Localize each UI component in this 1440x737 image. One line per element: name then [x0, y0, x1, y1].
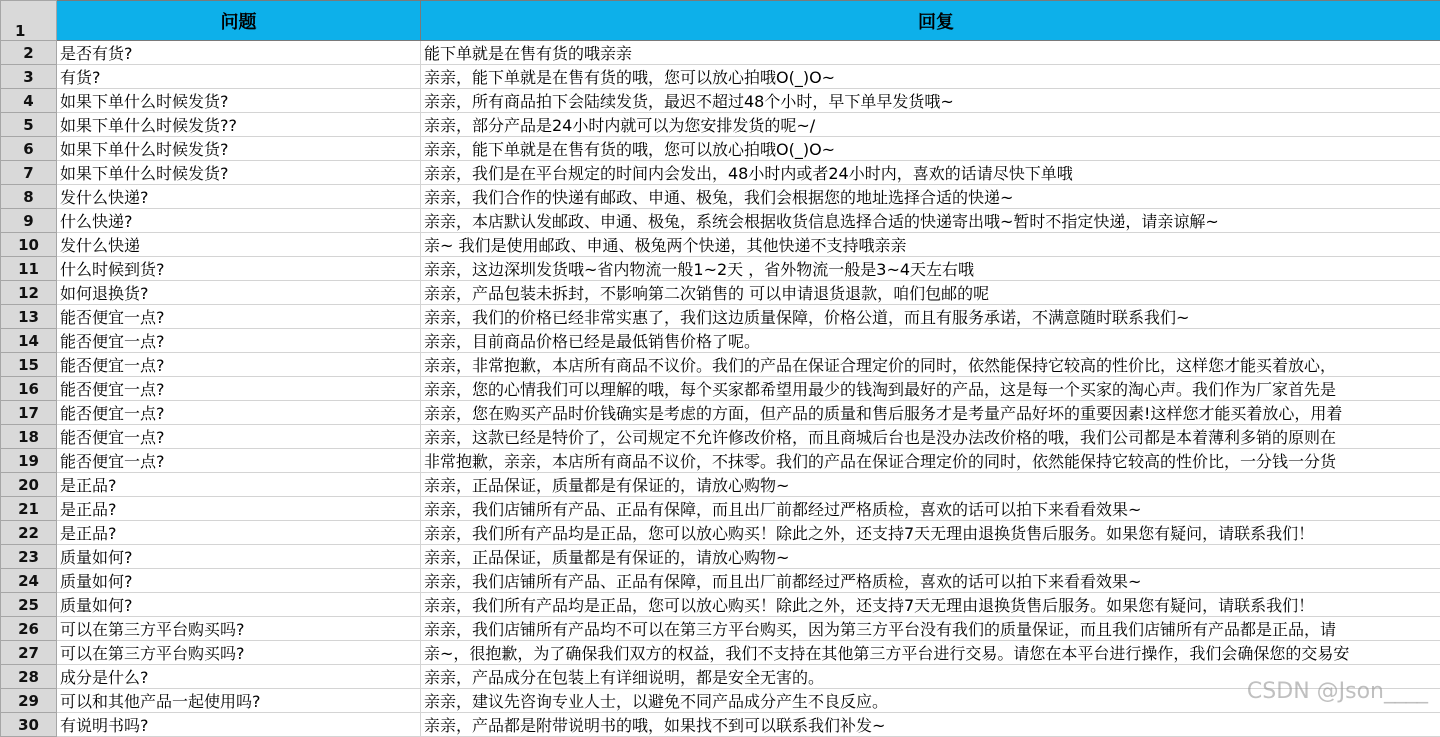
table-row[interactable] — [1, 209, 1440, 233]
table-row[interactable] — [1, 569, 1440, 593]
row-number[interactable]: 28 — [1, 665, 57, 689]
reply-cell[interactable]: 亲~，很抱歉，为了确保我们双方的权益，我们不支持在其他第三方平台进行交易。请您在本平台进行操作，我们会确保您的交易安 — [421, 641, 1440, 665]
table-row[interactable] — [1, 113, 1440, 137]
row-number[interactable]: 6 — [1, 137, 57, 161]
row-number[interactable]: 30 — [1, 713, 57, 737]
row-number[interactable]: 10 — [1, 233, 57, 257]
table-row[interactable] — [1, 593, 1440, 617]
table-row[interactable] — [1, 305, 1440, 329]
table-row[interactable] — [1, 689, 1440, 713]
reply-cell[interactable]: 亲亲，本店默认发邮政、申通、极兔，系统会根据收货信息选择合适的快递寄出哦~暂时不指定快递，请亲谅解~ — [421, 209, 1440, 233]
table-row[interactable] — [1, 521, 1440, 545]
question-cell[interactable]: 有说明书吗? — [57, 713, 421, 737]
row-number[interactable]: 8 — [1, 185, 57, 209]
row-number[interactable]: 17 — [1, 401, 57, 425]
table-row[interactable] — [1, 545, 1440, 569]
table-row[interactable] — [1, 257, 1440, 281]
reply-cell[interactable]: 亲亲，我们是在平台规定的时间内会发出，48小时内或者24小时内，喜欢的话请尽快下单哦 — [421, 161, 1440, 185]
reply-cell[interactable]: 亲亲，这款已经是特价了，公司规定不允许修改价格，而且商城后台也是没办法改价格的哦，我们公司都是本着薄利多销的原则在 — [421, 425, 1440, 449]
question-cell[interactable]: 如果下单什么时候发货? — [57, 137, 421, 161]
reply-cell[interactable]: 亲亲，您的心情我们可以理解的哦，每个买家都希望用最少的钱淘到最好的产品，这是每一个买家的淘心声。我们作为厂家首先是 — [421, 377, 1440, 401]
table-row[interactable] — [1, 617, 1440, 641]
question-cell[interactable]: 是否有货? — [57, 41, 421, 65]
reply-cell[interactable]: 亲亲，我们店铺所有产品、正品有保障，而且出厂前都经过严格质检，喜欢的话可以拍下来看看效果~ — [421, 569, 1440, 593]
reply-cell[interactable]: 亲亲，这边深圳发货哦~省内物流一般1~2天 ，省外物流一般是3~4天左右哦 — [421, 257, 1440, 281]
row-number[interactable]: 21 — [1, 497, 57, 521]
reply-cell[interactable]: 亲亲，部分产品是24小时内就可以为您安排发货的呢~/ — [421, 113, 1440, 137]
row-number[interactable]: 25 — [1, 593, 57, 617]
question-cell[interactable]: 可以在第三方平台购买吗? — [57, 617, 421, 641]
table-row[interactable] — [1, 233, 1440, 257]
question-cell[interactable]: 质量如何? — [57, 545, 421, 569]
question-cell[interactable]: 质量如何? — [57, 569, 421, 593]
question-cell[interactable]: 能否便宜一点? — [57, 353, 421, 377]
question-cell[interactable]: 有货? — [57, 65, 421, 89]
row-number[interactable]: 2 — [1, 41, 57, 65]
reply-cell[interactable]: 亲亲，产品成分在包装上有详细说明，都是安全无害的。 — [421, 665, 1440, 689]
table-row[interactable] — [1, 65, 1440, 89]
reply-cell[interactable]: 亲~ 我们是使用邮政、申通、极兔两个快递，其他快递不支持哦亲亲 — [421, 233, 1440, 257]
row-number[interactable]: 24 — [1, 569, 57, 593]
row-number[interactable]: 19 — [1, 449, 57, 473]
reply-cell[interactable]: 亲亲，正品保证，质量都是有保证的，请放心购物~ — [421, 545, 1440, 569]
row-number[interactable]: 12 — [1, 281, 57, 305]
reply-cell[interactable]: 亲亲，建议先咨询专业人士，以避免不同产品成分产生不良反应。 — [421, 689, 1440, 713]
column-header-question[interactable]: 问题 — [57, 1, 421, 41]
table-row[interactable] — [1, 41, 1440, 65]
row-number-header[interactable]: 1 — [1, 1, 57, 41]
table-row[interactable] — [1, 641, 1440, 665]
reply-cell[interactable]: 非常抱歉，亲亲，本店所有商品不议价，不抹零。我们的产品在保证合理定价的同时，依然能保持它较高的性价比，一分钱一分货 — [421, 449, 1440, 473]
reply-cell[interactable]: 亲亲，我们所有产品均是正品，您可以放心购买！除此之外，还支持7天无理由退换货售后服务。如果您有疑问，请联系我们！ — [421, 593, 1440, 617]
question-cell[interactable]: 什么时候到货? — [57, 257, 421, 281]
reply-cell[interactable]: 亲亲，非常抱歉，本店所有商品不议价。我们的产品在保证合理定价的同时，依然能保持它较高的性价比，这样您才能买着放心， — [421, 353, 1440, 377]
reply-cell[interactable]: 亲亲，能下单就是在售有货的哦，您可以放心拍哦O(_)O~ — [421, 137, 1440, 161]
csdn-watermark: CSDN @Json____ — [1247, 679, 1428, 704]
question-cell[interactable]: 是正品? — [57, 497, 421, 521]
question-cell[interactable]: 如果下单什么时候发货? — [57, 161, 421, 185]
question-cell[interactable]: 如果下单什么时候发货?? — [57, 113, 421, 137]
row-number[interactable]: 22 — [1, 521, 57, 545]
table-row[interactable] — [1, 713, 1440, 737]
reply-cell[interactable]: 亲亲，我们店铺所有产品均不可以在第三方平台购买，因为第三方平台没有我们的质量保证，而且我们店铺所有产品都是正品，请 — [421, 617, 1440, 641]
table-row[interactable] — [1, 665, 1440, 689]
table-row[interactable] — [1, 89, 1440, 113]
question-cell[interactable]: 能否便宜一点? — [57, 401, 421, 425]
reply-cell[interactable]: 亲亲，我们所有产品均是正品，您可以放心购买！除此之外，还支持7天无理由退换货售后服务。如果您有疑问，请联系我们！ — [421, 521, 1440, 545]
question-cell[interactable]: 可以和其他产品一起使用吗? — [57, 689, 421, 713]
question-cell[interactable]: 能否便宜一点? — [57, 377, 421, 401]
reply-cell[interactable]: 亲亲，我们店铺所有产品、正品有保障，而且出厂前都经过严格质检，喜欢的话可以拍下来看看效果~ — [421, 497, 1440, 521]
question-cell[interactable]: 能否便宜一点? — [57, 305, 421, 329]
reply-cell[interactable]: 亲亲，产品都是附带说明书的哦，如果找不到可以联系我们补发~ — [421, 713, 1440, 737]
table-row[interactable] — [1, 473, 1440, 497]
row-number[interactable]: 29 — [1, 689, 57, 713]
row-number[interactable]: 15 — [1, 353, 57, 377]
table-row[interactable] — [1, 377, 1440, 401]
table-row[interactable] — [1, 161, 1440, 185]
row-number[interactable]: 11 — [1, 257, 57, 281]
reply-cell[interactable]: 亲亲，我们合作的快递有邮政、申通、极兔，我们会根据您的地址选择合适的快递~ — [421, 185, 1440, 209]
reply-cell[interactable]: 亲亲，您在购买产品时价钱确实是考虑的方面，但产品的质量和售后服务才是考量产品好坏的重要因素!这样您才能买着放心，用着 — [421, 401, 1440, 425]
question-cell[interactable]: 能否便宜一点? — [57, 329, 421, 353]
row-number[interactable]: 9 — [1, 209, 57, 233]
table-row[interactable] — [1, 185, 1440, 209]
question-cell[interactable]: 如果下单什么时候发货? — [57, 89, 421, 113]
reply-cell[interactable]: 亲亲，产品包装未拆封，不影响第二次销售的 可以申请退货退款，咱们包邮的呢 — [421, 281, 1440, 305]
table-row[interactable] — [1, 449, 1440, 473]
column-header-reply[interactable]: 回复 — [421, 1, 1440, 41]
row-number[interactable]: 14 — [1, 329, 57, 353]
question-cell[interactable]: 质量如何? — [57, 593, 421, 617]
table-row[interactable] — [1, 401, 1440, 425]
row-number[interactable]: 13 — [1, 305, 57, 329]
reply-cell[interactable]: 亲亲，我们的价格已经非常实惠了，我们这边质量保障，价格公道，而且有服务承诺，不满意随时联系我们~ — [421, 305, 1440, 329]
question-cell[interactable]: 如何退换货? — [57, 281, 421, 305]
reply-cell[interactable]: 亲亲，目前商品价格已经是最低销售价格了呢。 — [421, 329, 1440, 353]
row-number[interactable]: 18 — [1, 425, 57, 449]
question-cell[interactable]: 是正品? — [57, 473, 421, 497]
question-cell[interactable]: 是正品? — [57, 521, 421, 545]
row-number[interactable]: 7 — [1, 161, 57, 185]
table-row[interactable] — [1, 329, 1440, 353]
row-number[interactable]: 20 — [1, 473, 57, 497]
table-row[interactable] — [1, 353, 1440, 377]
question-cell[interactable]: 能否便宜一点? — [57, 449, 421, 473]
reply-cell[interactable]: 亲亲，能下单就是在售有货的哦，您可以放心拍哦O(_)O~ — [421, 65, 1440, 89]
table-row[interactable] — [1, 497, 1440, 521]
header-row — [1, 1, 1440, 41]
question-cell[interactable]: 可以在第三方平台购买吗? — [57, 641, 421, 665]
question-cell[interactable]: 发什么快递? — [57, 185, 421, 209]
row-number[interactable]: 5 — [1, 113, 57, 137]
table-row[interactable] — [1, 425, 1440, 449]
row-number[interactable]: 3 — [1, 65, 57, 89]
question-cell[interactable]: 能否便宜一点? — [57, 425, 421, 449]
row-number[interactable]: 23 — [1, 545, 57, 569]
reply-cell[interactable]: 能下单就是在售有货的哦亲亲 — [421, 41, 1440, 65]
table-row[interactable] — [1, 137, 1440, 161]
row-number[interactable]: 26 — [1, 617, 57, 641]
question-cell[interactable]: 发什么快递 — [57, 233, 421, 257]
question-cell[interactable]: 什么快递? — [57, 209, 421, 233]
row-number[interactable]: 16 — [1, 377, 57, 401]
row-number[interactable]: 4 — [1, 89, 57, 113]
question-cell[interactable]: 成分是什么? — [57, 665, 421, 689]
reply-cell[interactable]: 亲亲，正品保证，质量都是有保证的，请放心购物~ — [421, 473, 1440, 497]
table-row[interactable] — [1, 281, 1440, 305]
reply-cell[interactable]: 亲亲，所有商品拍下会陆续发货，最迟不超过48个小时，早下单早发货哦~ — [421, 89, 1440, 113]
row-number[interactable]: 27 — [1, 641, 57, 665]
